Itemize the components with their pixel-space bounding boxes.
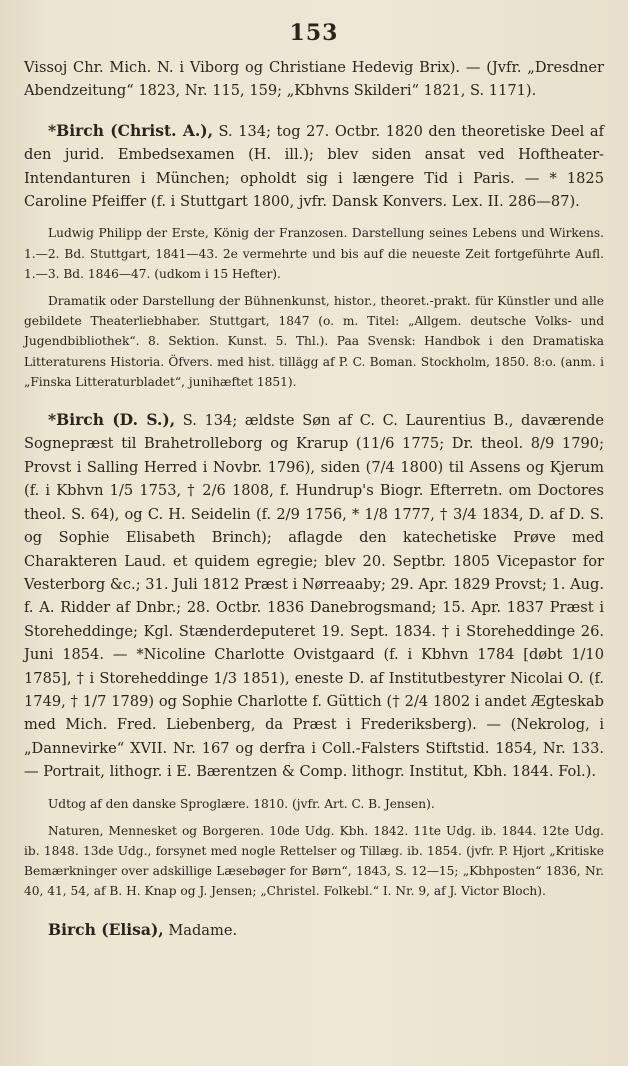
entry-heading: Birch (Elisa),: [48, 919, 164, 939]
entry-text: S. 134; tog 27. Octbr. 1820 den theoretiske Deel af den jurid. Embedsexamen (H. ill.); blev siden ansat ved Hoftheater-Intendanturen i München; opholdt sig i længere Tid i Paris. — * 1825 Caroline Pfeiffer (f. i Stuttgart 1800, jvfr. Dansk Konvers. Lex. II. 286—87).: [24, 122, 604, 211]
entry-heading: *Birch (Christ. A.),: [48, 120, 214, 140]
work-text: Udtog af den danske Sproglære. 1810. (jvfr. Art. C. B. Jensen).: [48, 796, 435, 811]
paragraph-pfeiffer-note: [24, 56, 604, 103]
entry-text: Madame.: [163, 921, 238, 939]
entry-text: S. 134; ældste Søn af C. C. Laurentius B., daværende Sognepræst til Brahetrolleborg og Krarup (11/6 1775; Dr. theol. 8/9 1790; Provst i Salling Herred i Novbr. 1796), siden (7/4 1800) til Assens og Kjerum (f. i Kbhvn 1/5 1753, † 2/6 1808, f. Hundrup's Biogr. Efterretn. om Doctores theol. S. 64), og C. H. Seidelin (f. 2/9 1756, * 1/8 1777, † 3/4 1834, D. af D. S. og Sophie Elisabeth Brinch); aflagde den katechetiske Prøve med Charakteren Laud. et quidem egregie; blev 20. Septbr. 1805 Vicepastor for Vesterborg &c.; 31. Juli 1812 Præst i Nørreaaby; 29. Apr. 1829 Provst; 1. Aug. f. A. Ridder af Dnbr.; 28. Octbr. 1836 Danebrogsmand; 15. Apr. 1837 Præst i Storeheddinge; Kgl. Stænderdeputeret 19. Sept. 1834. † i Storeheddinge 26. Juni 1854. — *Nicoline Charlotte Ovistgaard (f. i Kbhvn 1784 [døbt 1/10 1785], † i Storeheddinge 1/3 1851), eneste D. af Institutbestyrer Nicolai O. (f. 1749, † 1/7 1789) og Sophie Charlotte f. Güttich († 2/4 1802 i andet Ægteskab med Mich. Fred. Liebenberg, da Præst i Frederiksberg). — (Nekrolog, i „Dannevirke“ XVII. Nr. 167 og derfra i Coll.-Falsters Stiftstid. 1854, Nr. 133. — Portrait, lithogr. i E. Bærentzen & Comp. lithogr. Institut, Kbh. 1844. Fol.).: [24, 412, 604, 781]
entry-birch-elisa: [24, 918, 604, 942]
page-number: 153: [289, 20, 339, 46]
paragraph-text: Vissoj Chr. Mich. N. i Viborg og Christiane Hedevig Brix). — (Jvfr. „Dresdner Abendzeitung“ 1823, Nr. 115, 159; „Kbhvns Skilderi“ 1821, S. 1171).: [24, 59, 604, 100]
work-text: Naturen, Mennesket og Borgeren. 10de Udg. Kbh. 1842. 11te Udg. ib. 1844. 12te Udg. ib. 1848. 13de Udg., forsynet med nogle Rettelser og Tillæg. ib. 1854. (jvfr. P. Hjort „Kritiske Bemærkninger over adskillige Læsebøger for Børn“, 1843, S. 12—15; „Kbhposten“ 1836, Nr. 40, 41, 54, af B. H. Knap og J. Jensen; „Christel. Folkebl.“ I. Nr. 9, af J. Victor Bloch).: [24, 823, 604, 899]
entry-birch-ds: [24, 408, 604, 784]
work-ludwig-philipp: [24, 223, 604, 284]
work-text: Ludwig Philipp der Erste, König der Franzosen. Darstellung seines Lebens und Wirkens. 1.—2. Bd. Stuttgart, 1841—43. 2e vermehrte und bis auf die neueste Zeit fortgeführte Aufl. 1.—3. Bd. 1846—47. (udkom i 15 Hefter).: [24, 226, 604, 281]
work-dramatik: [24, 291, 604, 392]
work-naturen: [24, 821, 604, 902]
entry-heading: *Birch (D. S.),: [48, 410, 176, 430]
work-text: Dramatik oder Darstellung der Bühnenkunst, histor., theoret.-prakt. für Künstler und alle gebildete Theaterliebhaber. Stuttgart, 1847 (o. m. Titel: „Allgem. deutsche Volks- und Jugendbibliothek“. 8. Sektion. Kunst. 5. Thl.). Paa Svensk: Handbok i den Dramatiska Litteraturens Historia. Öfvers. med hist. tillägg af P. C. Boman. Stockholm, 1850. 8:o. (anm. i „Finska Litteraturbladet“, junihæftet 1851).: [24, 294, 604, 389]
work-sproglaere: [24, 794, 604, 814]
entry-birch-christ: [24, 119, 604, 214]
